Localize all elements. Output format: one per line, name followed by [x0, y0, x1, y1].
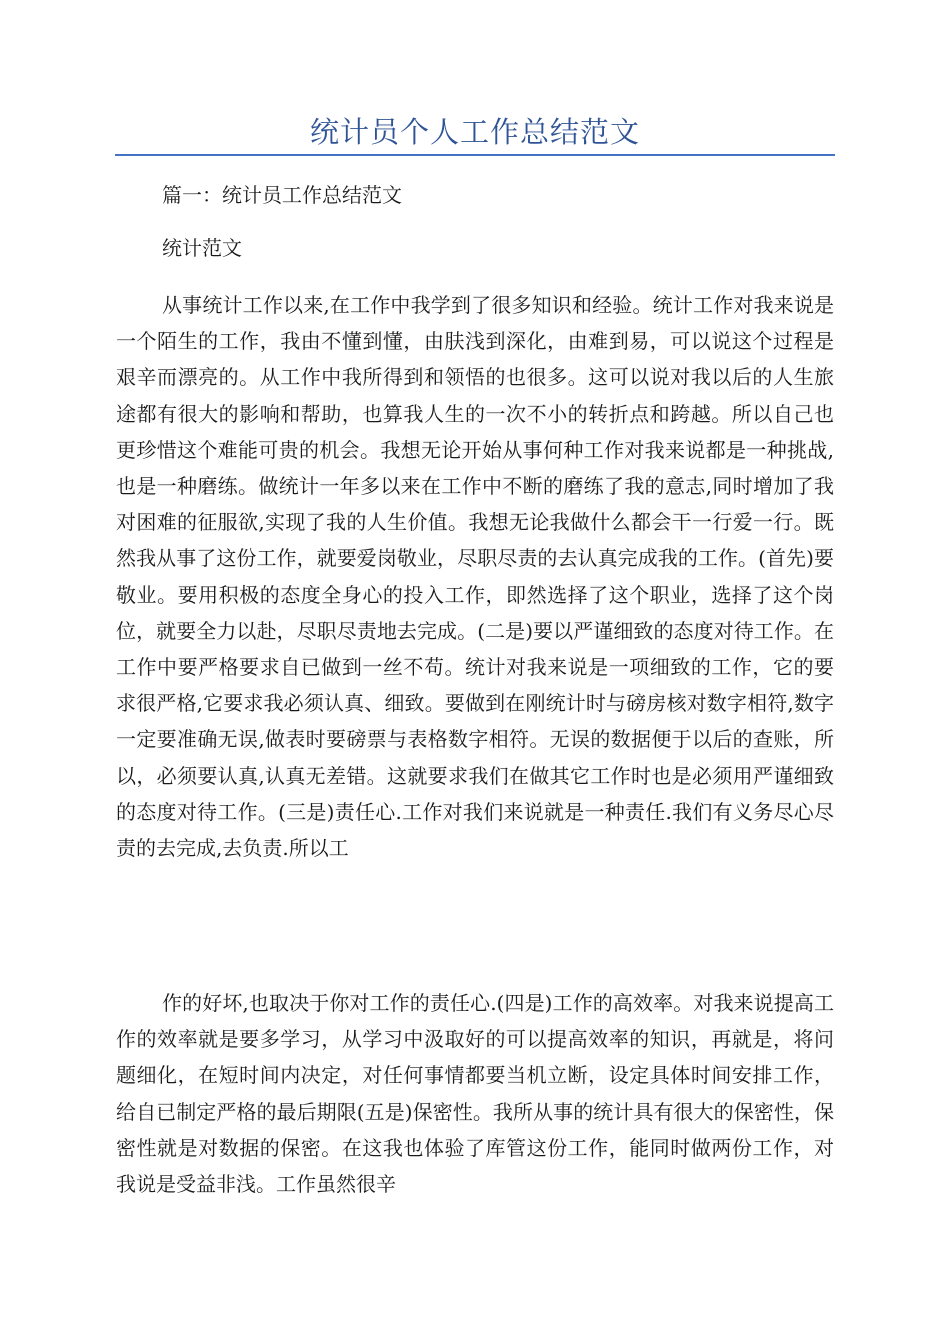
title-underline: [115, 154, 835, 156]
body-paragraph-2: 作的好坏,也取决于你对工作的责任心.(四是)工作的高效率。对我来说提高工作的效率就是要多学习，从学习中汲取好的可以提高效率的知识，再就是，将问题细化，在短时间内决定，对任何事情都要当机立断，设定具体时间安排工作，给自已制定严格的最后期限(五是)保密性。我所从事的统计具有很大的保密性，保密性就是对数据的保密。在这我也体验了库管这份工作，能同时做两份工作，对我说是受益非浅。工作虽然很辛: [116, 991, 834, 1197]
body-paragraph-1: 从事统计工作以来,在工作中我学到了很多知识和经验。统计工作对我来说是一个陌生的工作，我由不懂到懂，由肤浅到深化，由难到易，可以说这个过程是艰辛而漂亮的。从工作中我所得到和领悟的也很多。这可以说对我以后的人生旅途都有很大的影响和帮助，也算我人生的一次不小的转折点和跨越。所以自己也更珍惜这个难能可贵的机会。我想无论开始从事何种工作对我来说都是一种挑战,也是一种磨练。做统计一年多以来在工作中不断的磨练了我的意志,同时增加了我对困难的征服欲,实现了我的人生价值。我想无论我做什么都会干一行爱一行。既然我从事了这份工作，就要爱岗敬业，尽职尽责的去认真完成我的工作。(首先)要敬业。要用积极的态度全身心的投入工作，即然选择了这个职业，选择了这个岗位，就要全力以赴，尽职尽责地去完成。(二是)要以严谨细致的态度对待工作。在工作中要严格要求自已做到一丝不苟。统计对我来说是一项细致的工作，它的要求很严格,它要求我必须认真、细致。要做到在刚统计时与磅房核对数字相符,数字一定要准确无误,做表时要磅票与表格数字相符。无误的数据便于以后的查账，所以，必须要认真,认真无差错。这就要求我们在做其它工作时也是必须用严谨细致的态度对待工作。(三是)责任心.工作对我们来说就是一种责任.我们有义务尽心尽责的去完成,去负责.所以工: [116, 293, 834, 861]
document-title: 统计员个人工作总结范文: [309, 115, 640, 149]
sub-heading: 统计范文: [162, 236, 242, 260]
section-heading: 篇一：统计员工作总结范文: [162, 183, 402, 207]
